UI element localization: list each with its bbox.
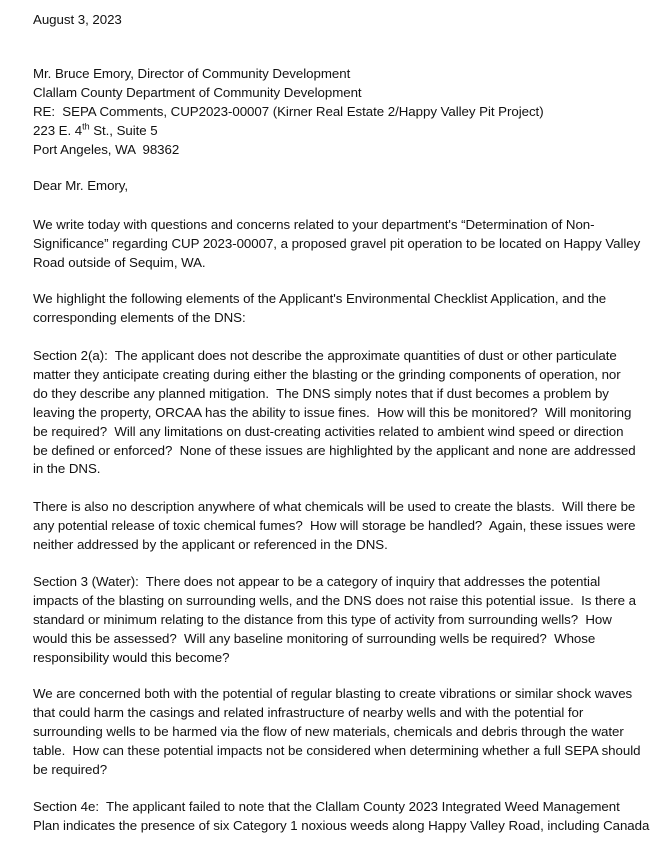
paragraph-line: There is also no description anywhere of what chemicals will be used to create the blasts. Will there be [33, 499, 636, 514]
street-address [33, 122, 544, 141]
street-rest: St., Suite 5 [89, 122, 158, 138]
paragraph-highlight [33, 290, 633, 328]
paragraph-line: standard or minimum relating to the distance from this type of activity from surrounding wells? How [33, 611, 612, 627]
paragraph-line: be required? [33, 761, 108, 777]
paragraph-line: Road outside of Sequim, WA. [33, 254, 206, 270]
recipient-department: Clallam County Department of Community Development [33, 84, 362, 100]
paragraph-line: leaving the property, ORCAA has the ability to issue fines. How will this be monitored? Will monitoring [33, 404, 632, 420]
paragraph-line: Section 2(a): The applicant does not describe the approximate quantities of dust or other particulate [33, 348, 617, 363]
paragraph-section-4e [33, 798, 650, 836]
paragraph-line: that could harm the casings and related infrastructure of nearby wells and with the potential for [33, 704, 584, 720]
paragraph-line: neither addressed by the applicant or referenced in the DNS. [33, 536, 388, 552]
paragraph-section-2a [33, 347, 636, 479]
paragraph-line: surrounding wells to be harmed via the flow of new materials, chemicals and debris through the water [33, 723, 624, 739]
paragraph-line: do they describe any planned mitigation. The DNS simply notes that if dust becomes a problem by [33, 385, 609, 401]
paragraph-line: impacts of the blasting on surrounding wells, and the DNS does not raise this potential issue. Is there a [33, 592, 637, 608]
salutation: Dear Mr. Emory, [33, 178, 129, 193]
paragraph-line: be defined or enforced? None of these issues are highlighted by the applicant and none are addressed [33, 442, 636, 458]
recipient-name: Mr. Bruce Emory, Director of Community Development [33, 66, 351, 81]
paragraph-line: be required? Will any limitations on dust-creating activities related to ambient wind speed or direction [33, 423, 624, 439]
paragraph-line: in the DNS. [33, 461, 101, 477]
paragraph-wells-concern [33, 685, 641, 780]
paragraph-line: We highlight the following elements of the Applicant's Environmental Checklist Application, and the [33, 291, 607, 306]
street-ordinal: th [82, 121, 90, 132]
paragraph-line: table. How can these potential impacts not be considered when determining whether a full SEPA should [33, 742, 641, 758]
paragraph-section-3-water [33, 573, 637, 668]
paragraph-line: We are concerned both with the potential of regular blasting to create vibrations or similar shock waves [33, 686, 633, 701]
city-state-zip: Port Angeles, WA 98362 [33, 141, 180, 157]
paragraph-line: would this be assessed? Will any baseline monitoring of surrounding wells be required? Whose [33, 630, 596, 646]
paragraph-line: We write today with questions and concerns related to your department's “Determination of Non- [33, 217, 595, 232]
paragraph-intro [33, 216, 641, 273]
paragraph-line: Section 4e: The applicant failed to note that the Clallam County 2023 Integrated Weed Management [33, 799, 620, 814]
paragraph-line: Section 3 (Water): There does not appear to be a category of inquiry that addresses the potential [33, 574, 601, 589]
letter-date: August 3, 2023 [33, 12, 122, 27]
paragraph-line: any potential release of toxic chemical fumes? How will storage be handled? Again, these issues were [33, 517, 636, 533]
paragraph-line: corresponding elements of the DNS: [33, 309, 246, 325]
paragraph-line: Significance” regarding CUP 2023-00007, a proposed gravel pit operation to be located on Happy Valley [33, 235, 641, 251]
paragraph-line: matter they anticipate creating during either the blasting or the grinding components of operation, nor [33, 366, 621, 382]
subject-line: RE: SEPA Comments, CUP2023-00007 (Kirner Real Estate 2/Happy Valley Pit Project) [33, 103, 544, 119]
street-number: 223 E. 4 [33, 122, 83, 138]
paragraph-line: Plan indicates the presence of six Category 1 noxious weeds along Happy Valley Road, including Canada [33, 817, 650, 833]
paragraph-line: responsibility would this become? [33, 649, 230, 665]
paragraph-chemicals [33, 498, 636, 555]
recipient-address [33, 65, 544, 160]
